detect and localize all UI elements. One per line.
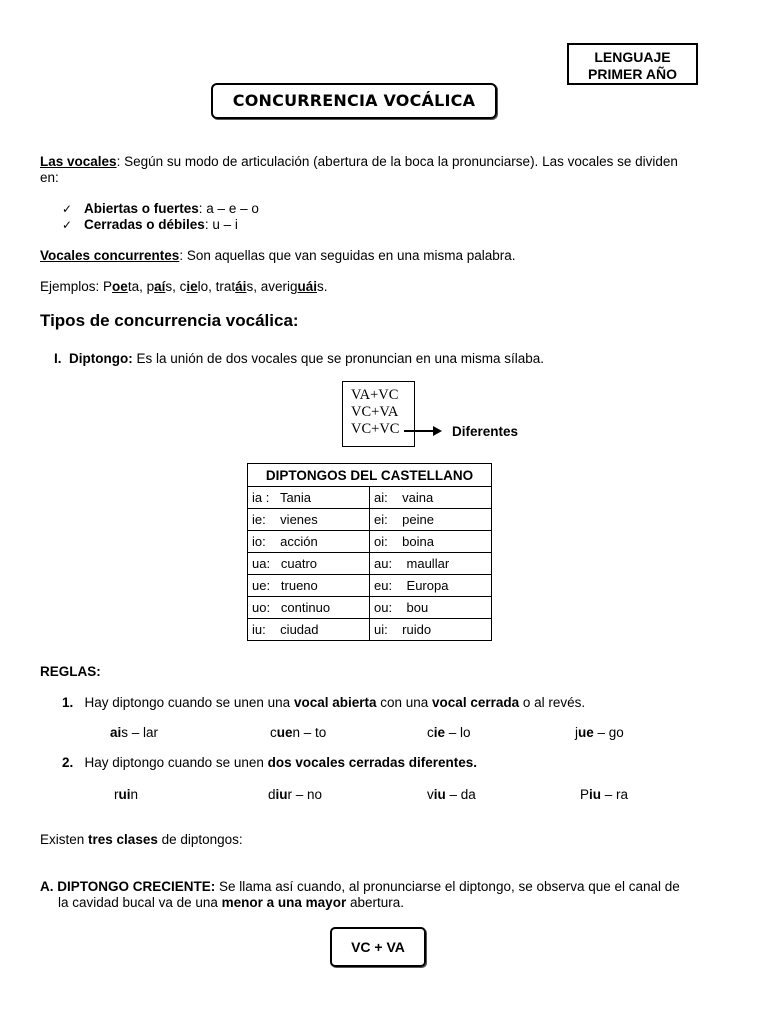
table-row xyxy=(248,553,492,575)
examples-line xyxy=(40,279,328,295)
example-word: Poeta, xyxy=(103,279,147,294)
checkmark-icon: ✓ xyxy=(62,202,73,216)
item-number: I. xyxy=(54,351,62,366)
concurrent-paragraph xyxy=(40,248,516,264)
concurrent-text: : Son aquellas que van seguidas en una misma palabra. xyxy=(179,248,516,263)
rule-1: 1. Hay diptongo cuando se unen una vocal abierta con una vocal cerrada o al revés. xyxy=(62,695,586,710)
table-cell: ia : Tania xyxy=(248,487,370,509)
example-word: cielo, xyxy=(179,279,216,294)
page-title: CONCURRENCIA VOCÁLICA xyxy=(211,83,497,119)
table-cell: ou: bou xyxy=(370,597,492,619)
example-word: jue – go xyxy=(575,725,624,740)
table-cell: io: acción xyxy=(248,531,370,553)
example-word: ais – lar xyxy=(110,725,159,740)
table-title: DIPTONGOS DEL CASTELLANO xyxy=(248,464,492,487)
creciente-heading: A. DIPTONGO CRECIENTE: xyxy=(40,879,216,894)
table-cell: uo: continuo xyxy=(248,597,370,619)
vowel-type-label: Abiertas o fuertes xyxy=(84,201,199,216)
examples-label: Ejemplos: xyxy=(40,279,104,294)
formula-box xyxy=(342,381,415,447)
example-word: país, xyxy=(146,279,180,294)
item-number: 1. xyxy=(62,695,74,710)
table-row xyxy=(248,575,492,597)
diphthong-table xyxy=(247,463,492,641)
table-cell: ai: vaina xyxy=(370,487,492,509)
vowel-type-value: : u – i xyxy=(204,217,238,232)
table-row xyxy=(248,509,492,531)
list-item xyxy=(62,201,259,217)
table-row xyxy=(248,597,492,619)
example-word: averiguáis. xyxy=(260,279,328,294)
table-cell: ei: peine xyxy=(370,509,492,531)
course-header-box xyxy=(567,43,698,85)
table-row xyxy=(248,619,492,641)
arrow-right-icon xyxy=(433,426,442,436)
vowel-type-value: : a – e – o xyxy=(198,201,259,216)
table-cell: oi: boina xyxy=(370,531,492,553)
table-row xyxy=(248,487,492,509)
intro-text-1: : Según su modo de articulación (abertura de la boca la pronunciarse). Las vocales se dividen xyxy=(116,154,678,169)
example-word: cuen – to xyxy=(270,725,327,740)
example-word: viu – da xyxy=(427,787,476,802)
arrow-line xyxy=(404,430,434,432)
example-word: Piu – ra xyxy=(580,787,629,802)
list-item xyxy=(62,217,259,233)
section-heading: Tipos de concurrencia vocálica: xyxy=(40,311,299,330)
diptongo-text: Es la unión de dos vocales que se pronuncian en una misma sílaba. xyxy=(132,351,545,366)
example-word: cie – lo xyxy=(427,725,471,740)
rule-2: 2. Hay diptongo cuando se unen dos vocales cerradas diferentes. xyxy=(62,755,478,770)
example-word: tratáis, xyxy=(215,279,261,294)
formula: VC+VA xyxy=(351,404,399,420)
intro-text-2: en: xyxy=(40,170,59,185)
concurrent-term: Vocales concurrentes xyxy=(40,248,180,263)
classes-line: Existen tres clases de diptongos: xyxy=(40,832,243,847)
table-cell: eu: Europa xyxy=(370,575,492,597)
diptongo-term: Diptongo: xyxy=(69,351,133,366)
item-number: 2. xyxy=(62,755,74,770)
intro-term: Las vocales xyxy=(40,154,117,169)
table-cell: ua: cuatro xyxy=(248,553,370,575)
table-cell: ui: ruido xyxy=(370,619,492,641)
checkmark-icon: ✓ xyxy=(62,218,73,232)
formula: VC+VC xyxy=(351,421,400,437)
creciente-paragraph: A. DIPTONGO CRECIENTE: Se llama así cuando, al pronunciarse el diptongo, se observa que el canal de la cavidad bucal va de una menor a una mayor abertura. xyxy=(40,879,680,910)
vowel-type-label: Cerradas o débiles xyxy=(84,217,205,232)
grade-label: PRIMER AÑO xyxy=(588,66,677,82)
diptongo-definition xyxy=(54,351,544,367)
vowel-type-list xyxy=(62,201,259,233)
formula: VA+VC xyxy=(351,387,399,403)
table-cell: iu: ciudad xyxy=(248,619,370,641)
table-cell: ue: trueno xyxy=(248,575,370,597)
rules-heading: REGLAS: xyxy=(40,664,101,679)
example-word: diur – no xyxy=(268,787,323,802)
intro-paragraph xyxy=(40,154,730,186)
creciente-formula-box: VC + VA xyxy=(330,927,426,967)
table-row xyxy=(248,531,492,553)
example-word: ruin xyxy=(114,787,139,802)
formula-note: Diferentes xyxy=(452,424,519,439)
table-cell: ie: vienes xyxy=(248,509,370,531)
table-cell: au: maullar xyxy=(370,553,492,575)
subject-label: LENGUAJE xyxy=(594,49,671,65)
